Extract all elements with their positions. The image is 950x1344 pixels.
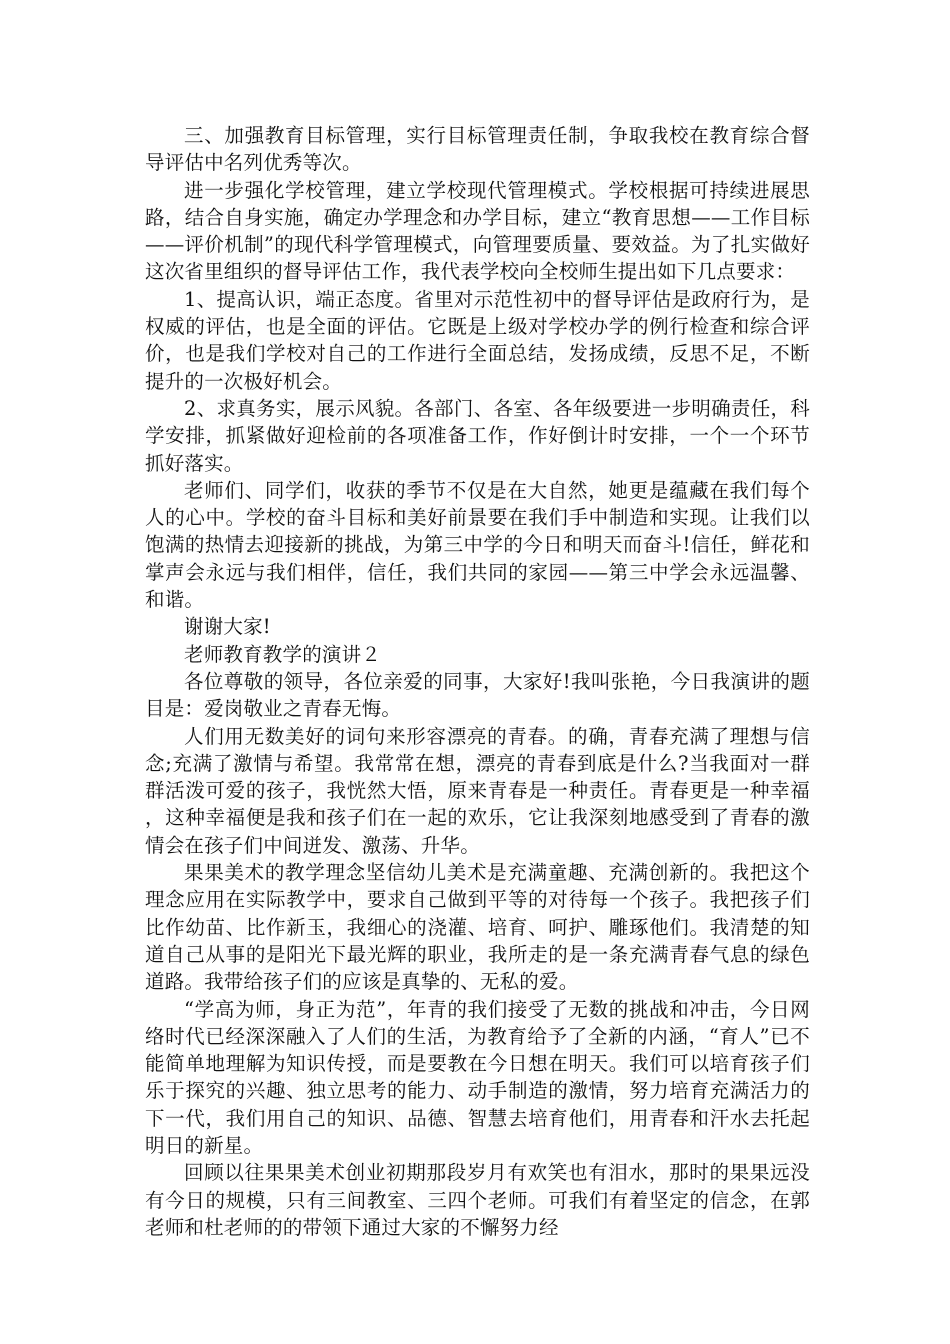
paragraph-school-management: 进一步强化学校管理，建立学校现代管理模式。学校根据可持续进展思路，结合自身实施，确定办学理念和办学目标，建立“教育思想——工作目标——评价机制”的现代科学管理模式，向管理要质量、要效益。为了扎实做好这次省里组织的督导评估工作，我代表学校向全校师生提出如下几点要求： — [145, 178, 810, 284]
paragraph-youth: 人们用无数美好的词句来形容漂亮的青春。的确，青春充满了理想与信念;充满了激情与希望。我常常在想，漂亮的青春到底是什么?当我面对一群群活泼可爱的孩子，我恍然大悟，原来青春是一种责任。青春更是一种幸福，这种幸福便是我和孩子们在一起的欢乐，它让我深刻地感受到了青春的激情会在孩子们中间迸发、激荡、升华。 — [145, 724, 810, 857]
paragraph-role-model: “学高为师，身正为范”，年青的我们接受了无数的挑战和冲击，今日网络时代已经深深融入了人们的生活，为教育给予了全新的内涵，“育人”已不能简单地理解为知识传授，而是要教在今日想在明天。我们可以培育孩子们乐于探究的兴趣、独立思考的能力、动手制造的激情，努力培育充满活力的下一代，我们用自己的知识、品德、智慧去培育他们，用青春和汗水去托起明日的新星。 — [145, 997, 810, 1157]
paragraph-requirement-2: 2、求真务实，展示风貌。各部门、各室、各年级要进一步明确责任，科学安排，抓紧做好迎检前的各项准备工作，作好倒计时安排，一个一个环节抓好落实。 — [145, 396, 810, 475]
paragraph-teaching-philosophy: 果果美术的教学理念坚信幼儿美术是充满童趣、充满创新的。我把这个理念应用在实际教学中，要求自己做到平等的对待每一个孩子。我把孩子们比作幼苗、比作新玉，我细心的浇灌、培育、呵护、雕琢他们。我清楚的知道自己从事的是阳光下最光辉的职业，我所走的是一条充满青春气息的绿色道路。我带给孩子们的应该是真挚的、无私的爱。 — [145, 861, 810, 994]
paragraph-teachers-students: 老师们、同学们，收获的季节不仅是在大自然，她更是蕴藏在我们每个人的心中。学校的奋斗目标和美好前景要在我们手中制造和实现。让我们以饱满的热情去迎接新的挑战，为第三中学的今日和明天而奋斗!信任，鲜花和掌声会永远与我们相伴，信任，我们共同的家园——第三中学会永远温馨、和谐。 — [145, 478, 810, 612]
paragraph-requirement-1: 1、提高认识，端正态度。省里对示范性初中的督导评估是政府行为，是权威的评估，也是全面的评估。它既是上级对学校办学的例行检查和综合评价，也是我们学校对自己的工作进行全面总结，发扬成绩，反思不足，不断提升的一次极好机会。 — [145, 287, 810, 393]
paragraph-goal-management: 三、加强教育目标管理，实行目标管理责任制，争取我校在教育综合督导评估中名列优秀等次。 — [145, 124, 810, 175]
paragraph-thanks: 谢谢大家! — [184, 615, 271, 639]
speech-title: 老师教育教学的演讲２ — [184, 642, 382, 666]
paragraph-retrospect: 回顾以往果果美术创业初期那段岁月有欢笑也有泪水，那时的果果远没有今日的规模，只有三间教室、三四个老师。可我们有着坚定的信念，在郭老师和杜老师的的带领下通过大家的不懈努力经 — [145, 1161, 810, 1239]
paragraph-greeting: 各位尊敬的领导，各位亲爱的同事，大家好!我叫张艳，今日我演讲的题目是：爱岗敬业之青春无悔。 — [145, 669, 810, 721]
document-page — [145, 122, 810, 1241]
